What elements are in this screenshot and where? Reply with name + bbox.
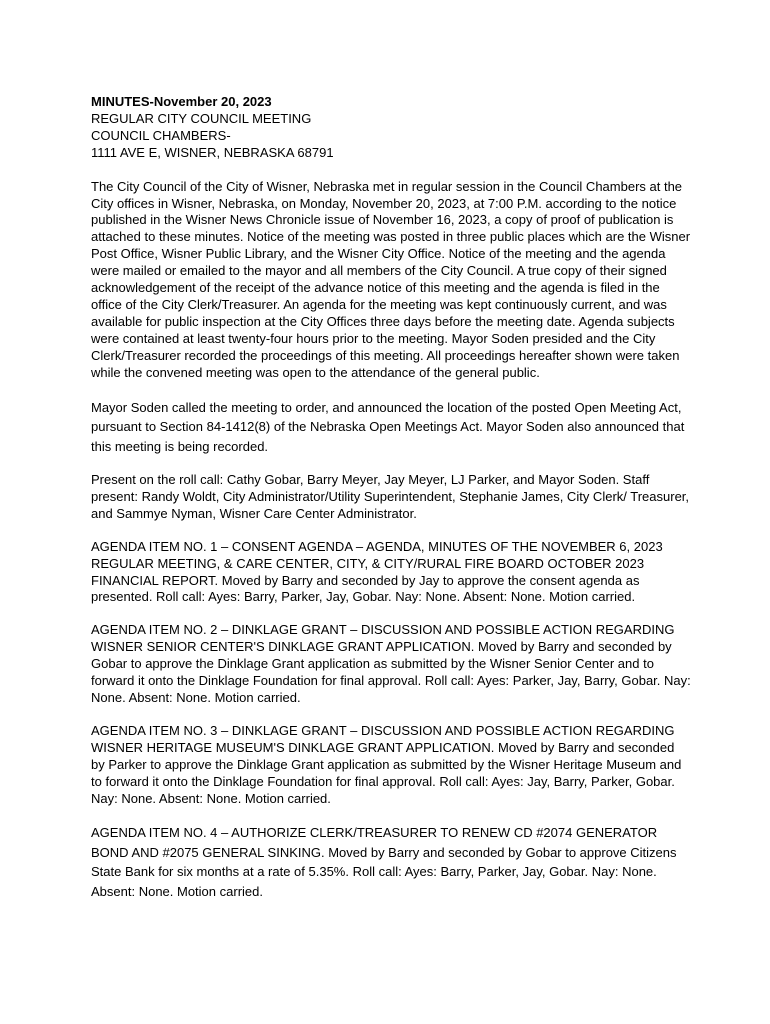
paragraph-agenda-item-2: AGENDA ITEM NO. 2 – DINKLAGE GRANT – DISCUSSION AND POSSIBLE ACTION REGARDING WISNER SENIOR CENTER'S DINKLAGE GRANT APPLICATION. Moved by Barry and seconded by Gobar to approve the Dinklage Grant application as submitted by the Wisner Senior Center and to forward it onto the Dinklage Foundation for final approval. Roll call: Ayes: Parker, Jay, Barry, Gobar. Nay: None. Absent: None. Motion carried. xyxy=(91,622,691,705)
document-header xyxy=(91,94,691,162)
paragraph-agenda-item-4: AGENDA ITEM NO. 4 – AUTHORIZE CLERK/TREASURER TO RENEW CD #2074 GENERATOR BOND AND #2075 GENERAL SINKING. Moved by Barry and seconded by Gobar to approve Citizens State Bank for six months at a rate of 5.35%. Roll call: Ayes: Barry, Parker, Jay, Gobar. Nay: None. Absent: None. Motion carried. xyxy=(91,825,677,899)
paragraph-call-to-order: Mayor Soden called the meeting to order, and announced the location of the posted Open Meeting Act, pursuant to Section 84-1412(8) of the Nebraska Open Meetings Act. Mayor Soden also announced that this meeting is being recorded. xyxy=(91,399,685,454)
meeting-type: REGULAR CITY COUNCIL MEETING xyxy=(91,110,312,126)
paragraph-meeting-notice: The City Council of the City of Wisner, Nebraska met in regular session in the Council Chambers at the City offices in Wisner, Nebraska, on Monday, November 20, 2023, at 7:00 P.M. according to the notice published in the Wisner News Chronicle issue of November 16, 2023, a copy of proof of publication is attached to these minutes. Notice of the meeting was posted in three public places which are the Wisner Post Office, Wisner Public Library, and the Wisner City Office. Notice of the meeting and the agenda were mailed or emailed to the mayor and all members of the City Council. A true copy of their signed acknowledgement of the receipt of the advance notice of this meeting and the agenda is filed in the office of the City Clerk/Treasurer. An agenda for the meeting was kept continuously current, and was available for public inspection at the City Offices three days before the meeting date. Agenda subjects were contained at least twenty-four hours prior to the meeting. Mayor Soden presided and the City Clerk/Treasurer recorded the proceedings of this meeting. All proceedings hereafter shown were taken while the convened meeting was open to the attendance of the general public. xyxy=(91,178,691,380)
paragraph-agenda-item-3: AGENDA ITEM NO. 3 – DINKLAGE GRANT – DISCUSSION AND POSSIBLE ACTION REGARDING WISNER HERITAGE MUSEUM'S DINKLAGE GRANT APPLICATION. Moved by Barry and seconded by Parker to approve the Dinklage Grant application as submitted by the Wisner Heritage Museum and to forward it onto the Dinklage Foundation for final approval. Roll call: Ayes: Jay, Barry, Parker, Gobar. Nay: None. Absent: None. Motion carried. xyxy=(91,722,682,806)
document-page xyxy=(91,94,691,917)
paragraph-agenda-item-1: AGENDA ITEM NO. 1 – CONSENT AGENDA – AGENDA, MINUTES OF THE NOVEMBER 6, 2023 REGULAR MEETING, & CARE CENTER, CITY, & CITY/RURAL FIRE BOARD OCTOBER 2023 FINANCIAL REPORT. Moved by Barry and seconded by Jay to approve the consent agenda as presented. Roll call: Ayes: Barry, Parker, Jay, Gobar. Nay: None. Absent: None. Motion carried. xyxy=(91,538,663,605)
document-title: MINUTES-November 20, 2023 xyxy=(91,94,272,109)
paragraph-roll-call: Present on the roll call: Cathy Gobar, Barry Meyer, Jay Meyer, LJ Parker, and Mayor Soden. Staff present: Randy Woldt, City Administrator/Utility Superintendent, Stephanie James, City Clerk/ Treasurer, and Sammye Nyman, Wisner Care Center Administrator. xyxy=(91,472,690,521)
meeting-location: COUNCIL CHAMBERS- xyxy=(91,127,231,143)
meeting-address: 1111 AVE E, WISNER, NEBRASKA 68791 xyxy=(91,144,334,160)
